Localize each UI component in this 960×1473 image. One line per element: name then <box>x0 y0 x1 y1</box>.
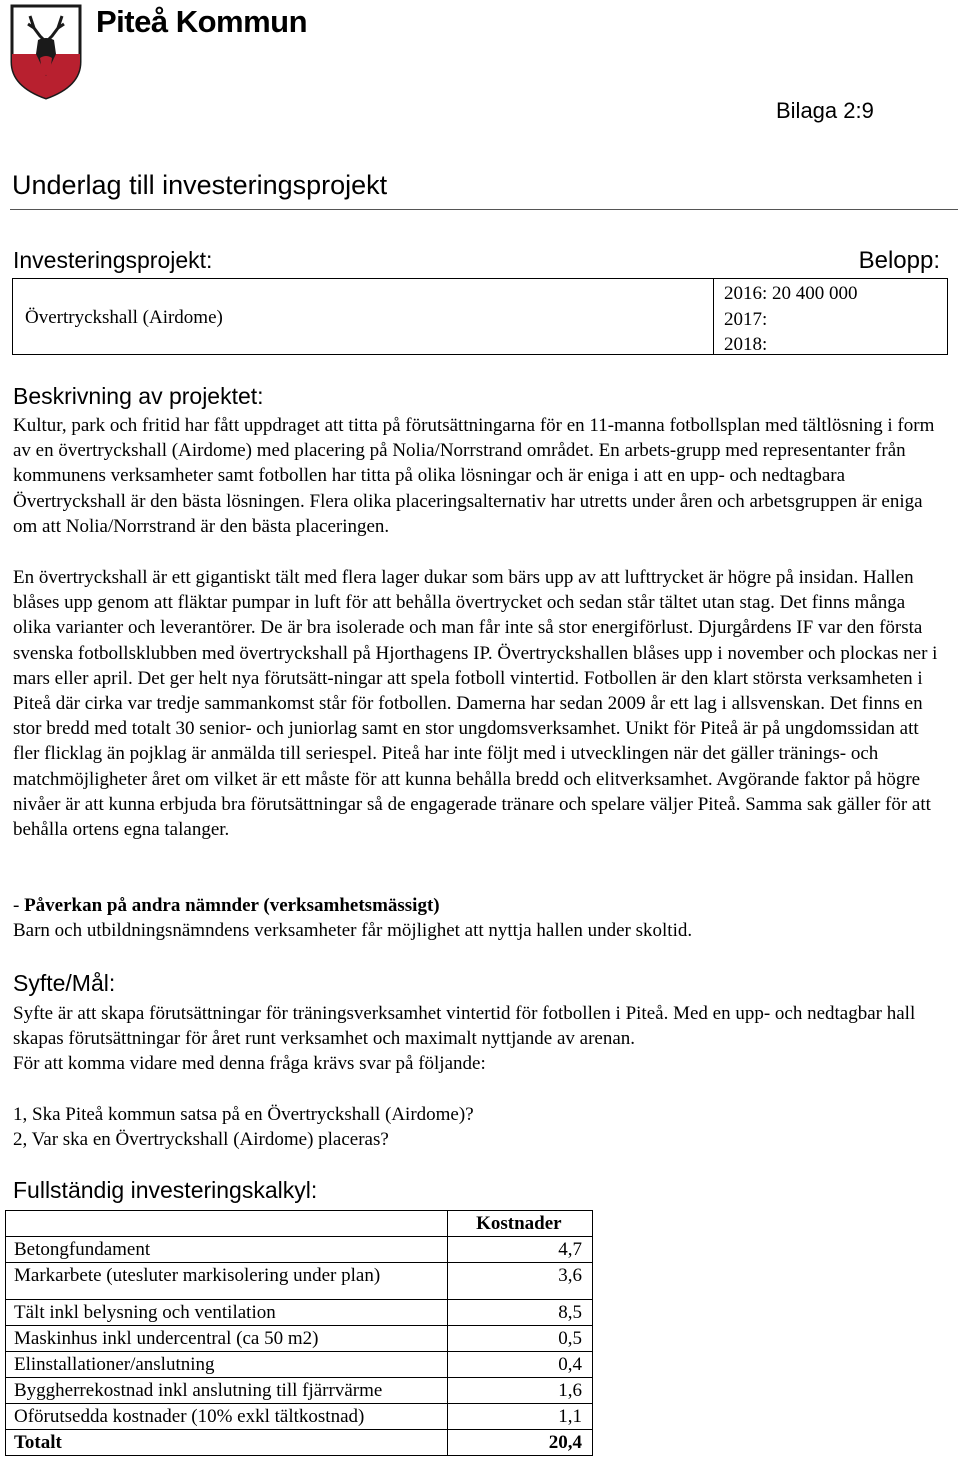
cost-item: Betongfundament <box>6 1237 448 1263</box>
question-item: 1, Ska Piteå kommun satsa på en Övertryckshall (Airdome)? <box>13 1104 474 1125</box>
table-row <box>6 1263 593 1300</box>
cost-value: 0,5 <box>447 1326 592 1352</box>
table-row <box>6 1404 593 1430</box>
brand-name: Piteå Kommun <box>96 4 308 39</box>
table-row <box>6 1378 593 1404</box>
year-2018-amount: 2018: <box>724 334 768 355</box>
goal-lead: För att komma vidare med denna fråga krävs svar på följande: <box>13 1053 486 1075</box>
total-value: 20,4 <box>447 1430 592 1456</box>
table-total-row <box>6 1430 593 1456</box>
cost-item: Maskinhus inkl undercentral (ca 50 m2) <box>6 1326 448 1352</box>
table-row <box>6 1352 593 1378</box>
impact-heading: Påverkan på andra nämnder (verksamhetsmässigt) <box>24 895 440 916</box>
cost-item: Byggherrekostnad inkl anslutning till fjärrvärme <box>6 1378 448 1404</box>
document-title: Underlag till investeringsprojekt <box>12 170 388 200</box>
cost-table <box>5 1210 593 1456</box>
amount-label: Belopp: <box>858 247 940 274</box>
impact-prefix: - <box>13 895 25 916</box>
description-paragraph-1: Kultur, park och fritid har fått uppdraget att titta på förutsättningarna för en 11-manna fotbollsplan med tältlösning i form av en övertryckshall (Airdome) med placering på Nolia/Norrstrand området. En arbets-grupp med representanter från kommunens verksamheter samt fotbollen har titta på olika lösningar och är eniga i att en upp- och nedtagbara Övertryckshall är den bästa lösningen. Flera olika placeringsalternativ har utretts under åren och arbetsgruppen är eniga om att Nolia/Norrstrand är den bästa placeringen. <box>13 415 935 537</box>
goal-section <box>13 1001 943 1077</box>
impact-text: Barn och utbildningsnämndens verksamheter får möjlighet att nyttja hallen under skoltid. <box>13 920 693 942</box>
question-item: 2, Var ska en Övertryckshall (Airdome) placeras? <box>13 1129 389 1151</box>
project-label: Investeringsprojekt: <box>13 247 213 273</box>
question-list <box>13 1102 943 1152</box>
cost-item: Tält inkl belysning och ventilation <box>6 1300 448 1326</box>
description-heading: Beskrivning av projektet: <box>13 383 264 409</box>
cost-item: Markarbete (utesluter markisolering under plan) <box>6 1263 448 1300</box>
calculation-heading: Fullständig investeringskalkyl: <box>13 1177 318 1203</box>
cost-value: 3,6 <box>447 1263 592 1300</box>
table-header-row <box>6 1211 593 1237</box>
project-box <box>12 278 948 355</box>
table-row <box>6 1326 593 1352</box>
impact-heading-line <box>13 893 943 918</box>
cost-value: 8,5 <box>447 1300 592 1326</box>
pitea-crest-logo <box>8 2 84 100</box>
cost-value: 0,4 <box>447 1352 592 1378</box>
total-label: Totalt <box>6 1430 448 1456</box>
cost-item: Oförutsedda kostnader (10% exkl tältkostnad) <box>6 1404 448 1430</box>
year-2016-amount: 2016: 20 400 000 <box>724 283 858 304</box>
description-paragraph-2: En övertryckshall är ett gigantiskt tält med flera lager dukar som bärs upp av att lufttrycket är högre på insidan. Hallen blåses upp genom att fläktar pumpar in luft för att behålla övertrycket och sedan står tältet utan stag. Det finns många olika varianter och leverantörer. De är bra isolerade och man får inte så stor energiförlust. Djurgårdens IF var den första svenska fotbollsklubben med övertryckshall på Hjorthagens IP. Övertryckshallen blåses upp i november och plockas ner i mars eller april. Det ger helt nya förutsätt-ningar att spela fotboll vintertid. Fotbollen är den klart största verksamheten i Piteå där cirka var tredje sammankomst står för fotbollen. Damerna har sedan 2009 år ett lag i allsvenskan. Det finns en stor bredd med totalt 30 senior- och juniorlag samt en stor ungdomsverksamhet. Unikt för Piteå är på ungdomssidan att fler flicklag än pojklag är anmälda till seriespel. Piteå har inte följt med i utvecklingen när det gäller tränings- och matchmöjligheter året om vilket är ett måste för att kunna behålla bredd och elitverksamhet. Avgörande faktor på högre nivåer är att kunna erbjuda bra förutsättningar så de engagerade tränare och spelare väljer Piteå. Samma sak gäller för att behålla ortens egna talanger. <box>13 567 938 841</box>
cost-value: 4,7 <box>447 1237 592 1263</box>
cost-value: 1,6 <box>447 1378 592 1404</box>
goal-heading: Syfte/Mål: <box>13 970 116 996</box>
title-divider <box>10 209 958 210</box>
table-header-empty <box>6 1211 448 1237</box>
project-name: Övertryckshall (Airdome) <box>13 279 714 354</box>
year-2017-amount: 2017: <box>724 308 768 330</box>
annex-number: Bilaga 2:9 <box>776 98 874 123</box>
cost-value: 1,1 <box>447 1404 592 1430</box>
goal-paragraph: Syfte är att skapa förutsättningar för träningsverksamhet vintertid för fotbollen i Piteå. Med en upp- och nedtagbar hall skapas förutsättningar för året runt verksamhet och maximalt nyttjande av arenan. <box>13 1003 916 1050</box>
table-row <box>6 1237 593 1263</box>
cost-item: Elinstallationer/anslutning <box>6 1352 448 1378</box>
impact-section <box>13 893 943 943</box>
table-row <box>6 1300 593 1326</box>
cost-column-header: Kostnader <box>447 1211 592 1237</box>
project-years <box>714 279 858 354</box>
